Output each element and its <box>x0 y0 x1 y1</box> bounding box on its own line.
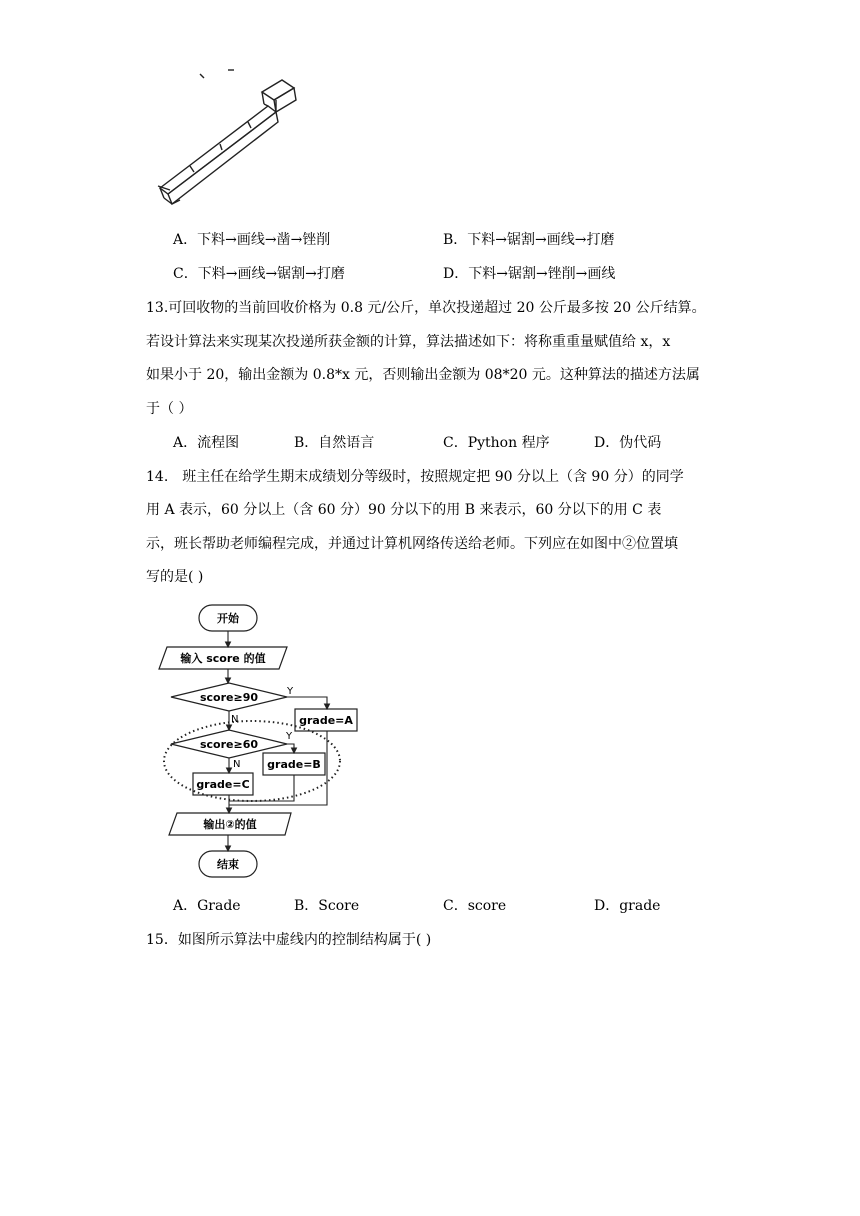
q13-line-4: 于（ ） <box>146 401 193 417</box>
q14-option-b: B．Score <box>294 898 360 914</box>
q13-option-c: C．Python 程序 <box>443 435 550 451</box>
flow-no-label-2: N <box>233 759 241 770</box>
q14-option-a: A．Grade <box>173 898 241 914</box>
q14-option-c: C．score <box>443 898 507 914</box>
flow-grade-c-label: grade=C <box>196 778 250 791</box>
flow-end-label: 结束 <box>217 858 239 871</box>
flow-input-label: 输入 score 的值 <box>180 652 266 665</box>
flow-cond2-label: score≥60 <box>199 738 259 751</box>
wooden-bar-figure <box>150 62 310 222</box>
q14-line-2: 用 A 表示，60 分以上（含 60 分）90 分以下的用 B 来表示，60 分以下的用 C 表 <box>146 502 662 518</box>
q13-line-1: 13.可回收物的当前回收价格为 0.8 元/公斤，单次投递超过 20 公斤最多按 20 公斤结算。 <box>146 300 706 316</box>
flow-output-label: 输出②的值 <box>203 818 257 831</box>
q14-line-1: 14. 班主任在给学生期末成绩划分等级时，按照规定把 90 分以上（含 90 分）的同学 <box>146 469 684 485</box>
flow-cond1-label: score≥90 <box>199 691 259 704</box>
flow-grade-a-label: grade=A <box>299 714 353 727</box>
q12-option-b: B．下料→锯割→画线→打磨 <box>443 232 615 248</box>
grading-flowchart <box>155 595 375 885</box>
q12-option-d: D．下料→锯割→锉削→画线 <box>443 266 616 282</box>
q13-option-b: B．自然语言 <box>294 435 375 451</box>
q13-line-3: 如果小于 20，输出金额为 0.8*x 元，否则输出金额为 08*20 元。这种算法的描述方法属 <box>146 367 700 383</box>
q14-option-d: D．grade <box>594 898 661 914</box>
q15-line-1: 15．如图所示算法中虚线内的控制结构属于( ) <box>146 932 432 948</box>
q13-option-d: D．伪代码 <box>594 435 662 451</box>
q12-option-a: A．下料→画线→凿→锉削 <box>173 232 331 248</box>
q14-line-3: 示，班长帮助老师编程完成，并通过计算机网络传送给老师。下列应在如图中②位置填 <box>146 536 678 552</box>
q13-line-2: 若设计算法来实现某次投递所获金额的计算，算法描述如下：将称重重量赋值给 x，x <box>146 334 671 350</box>
q13-option-a: A．流程图 <box>173 435 240 451</box>
q12-option-c: C．下料→画线→锯割→打磨 <box>173 266 345 282</box>
flow-yes-label-2: Y <box>286 731 293 742</box>
flow-no-label-1: N <box>231 714 239 725</box>
flow-grade-b-label: grade=B <box>267 758 321 771</box>
q14-line-4: 写的是( ) <box>146 569 204 585</box>
flow-yes-label-1: Y <box>287 686 294 697</box>
flow-start-label: 开始 <box>217 612 239 625</box>
